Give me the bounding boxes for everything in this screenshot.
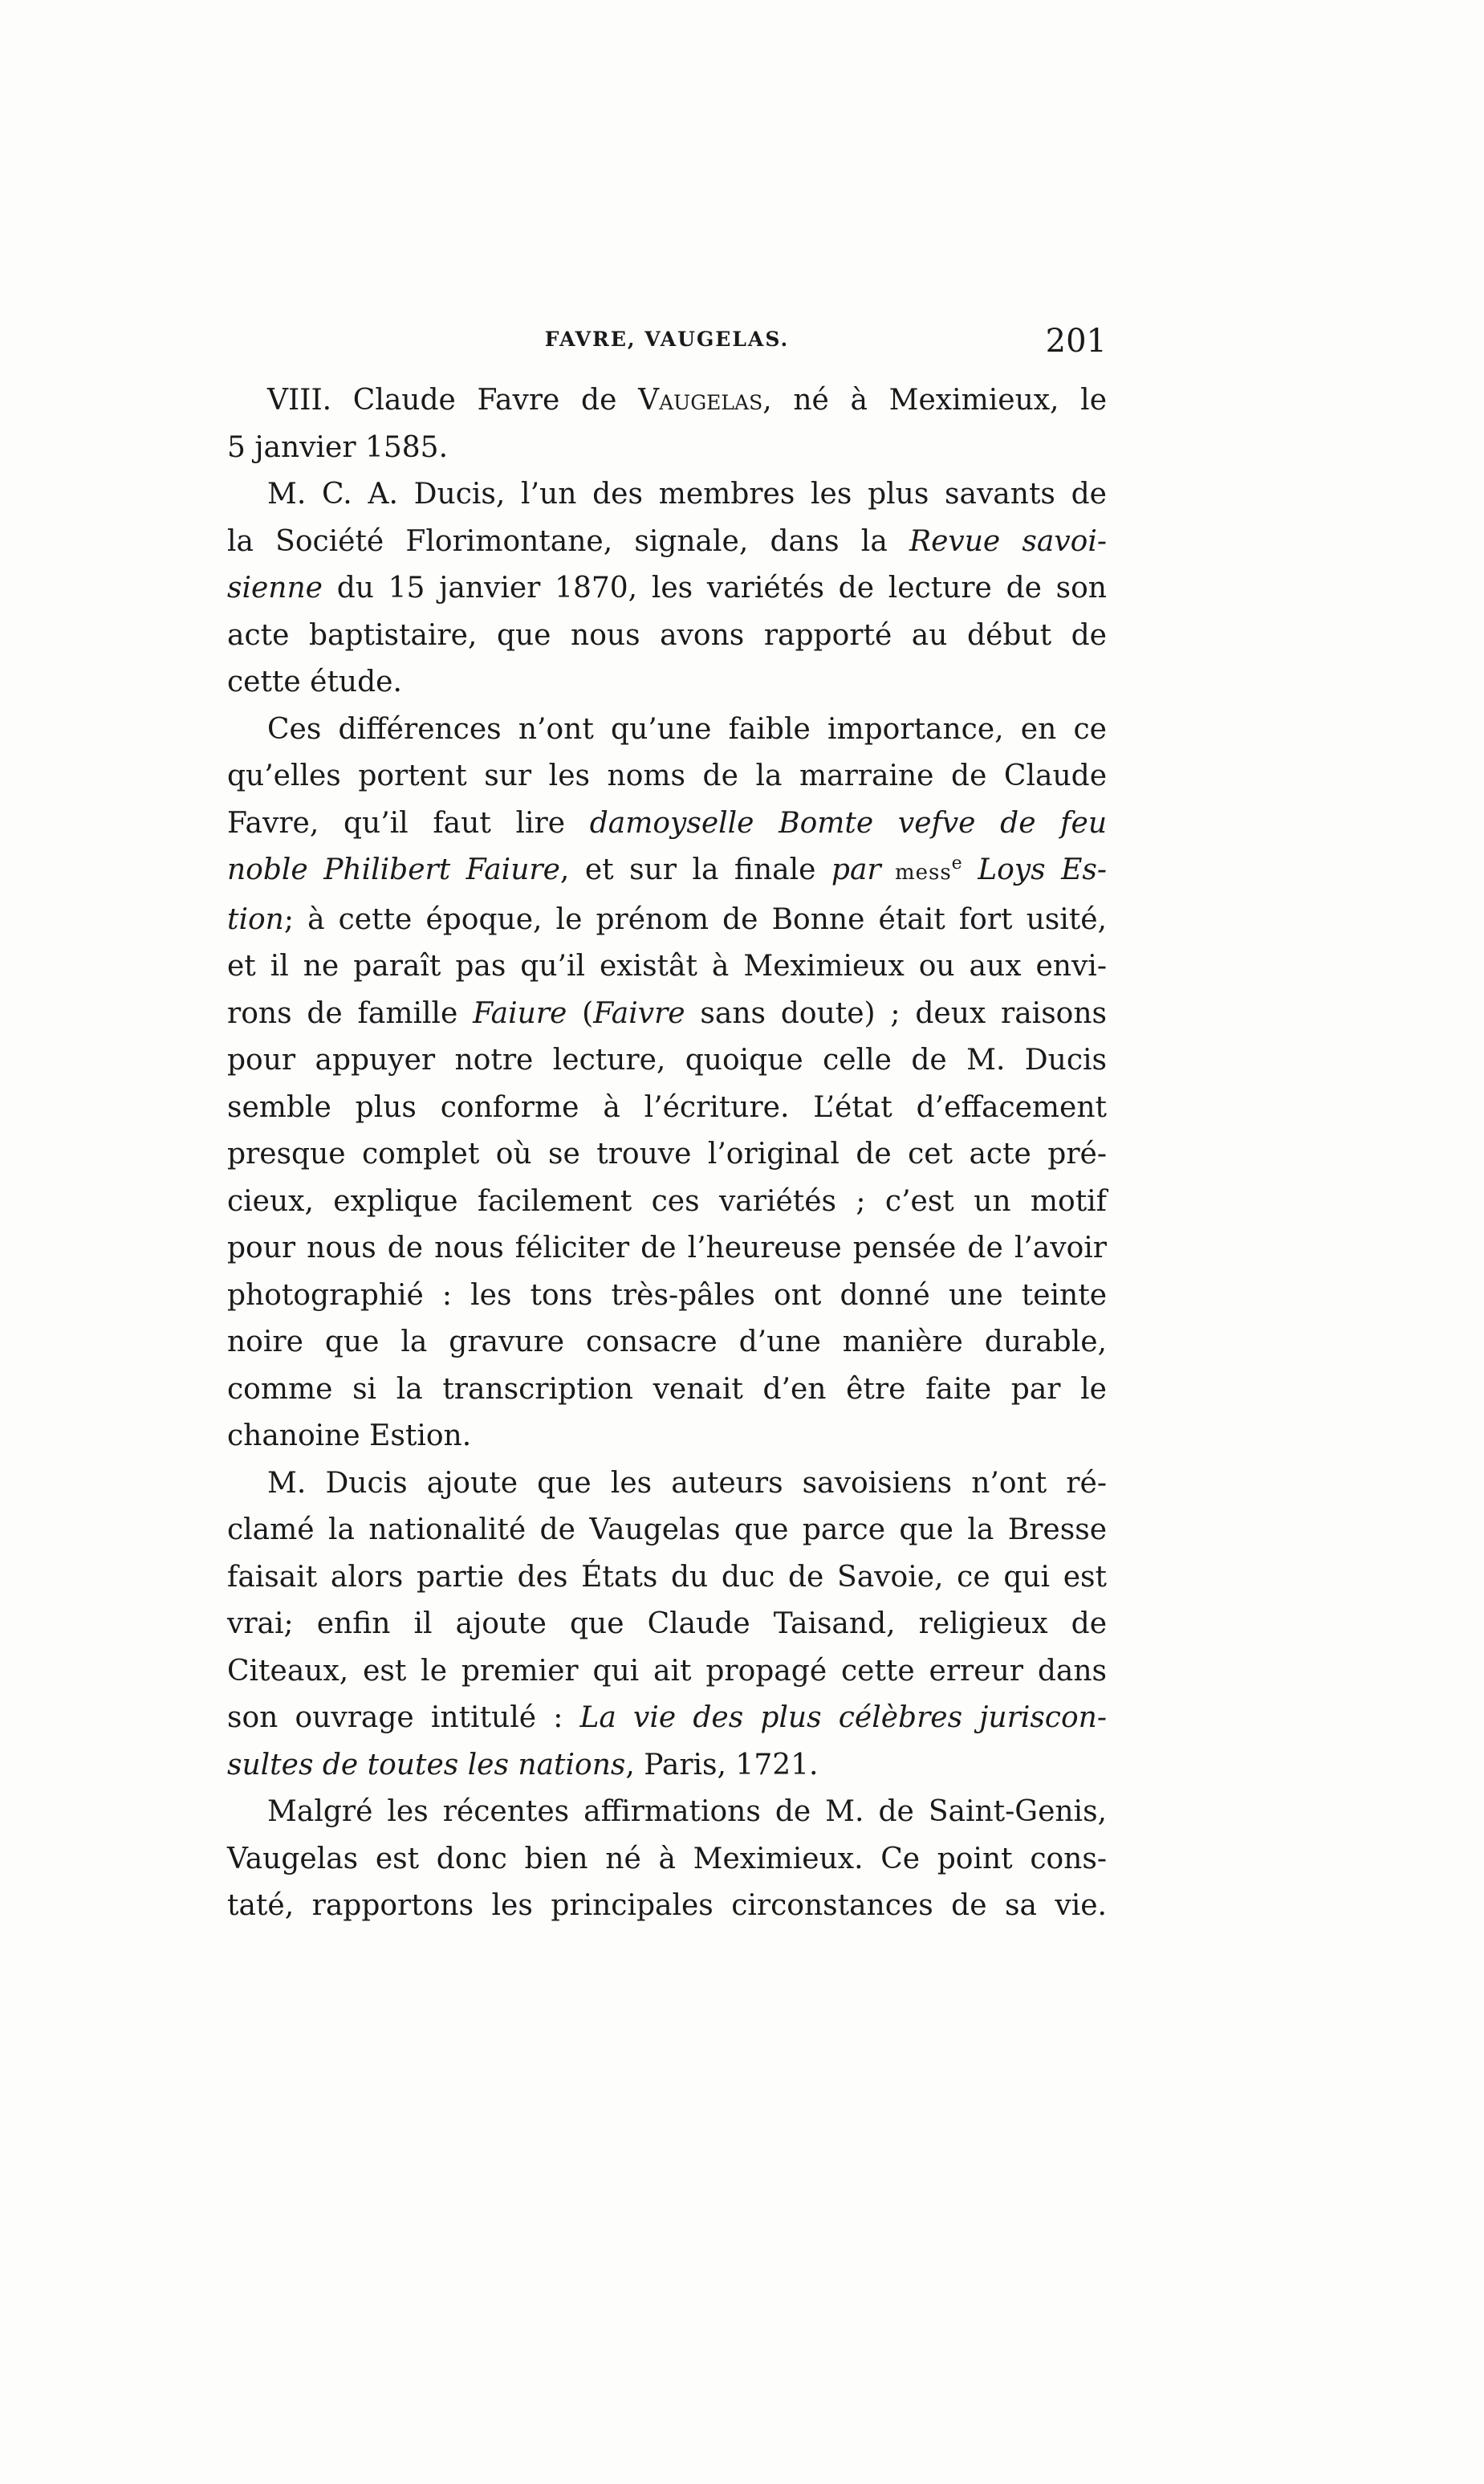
italic-title: sienne — [227, 572, 323, 605]
text-line: et il ne paraît pas qu’il existât à Meximieux ou aux envi- — [227, 950, 1107, 983]
paragraph-2 — [227, 471, 1107, 707]
text-line: acte baptistaire, que nous avons rapporté au début de — [227, 618, 1107, 652]
italic-quote: par — [831, 853, 881, 886]
text-line: faisait alors partie des États du duc de Savoie, ce qui est — [227, 1560, 1107, 1594]
text-line: pour nous de nous féliciter de l’heureuse pensée de l’avoir — [227, 1232, 1107, 1264]
text-line: photographié : les tons très-pâles ont donné une teinte — [227, 1278, 1107, 1312]
paragraph-3 — [227, 707, 1107, 1460]
text-span: Favre, qu’il faut lire — [227, 806, 590, 840]
text-span: rons de famille — [227, 996, 474, 1030]
text-line: pour appuyer notre lecture, quoique celle de M. Ducis — [227, 1044, 1107, 1077]
text-line: Vaugelas est donc bien né à Meximieux. Ce point cons- — [227, 1842, 1107, 1875]
paragraph-1 — [227, 377, 1107, 471]
text-span: la Société Florimontane, signale, dans la — [227, 524, 909, 558]
text-span: son ouvrage intitulé : — [227, 1701, 580, 1734]
page-header — [227, 323, 1107, 363]
text-line: 5 janvier 1585. — [227, 430, 449, 464]
author-name: Vaugelas — [638, 384, 763, 417]
text-span: , et sur la finale — [559, 853, 831, 886]
text-line — [227, 800, 1107, 848]
paragraph-4 — [227, 1460, 1107, 1790]
small-caps-abbrev: mess — [880, 861, 952, 885]
text-line — [227, 1695, 1107, 1742]
text-span: ( — [567, 996, 594, 1030]
italic-quote: tion — [227, 902, 284, 936]
text-line — [227, 377, 1107, 425]
text-span: du 15 janvier 1870, les variétés de lecture de son — [322, 572, 1107, 605]
text-line — [227, 897, 1107, 944]
text-span: sans doute) ; deux raisons — [685, 996, 1107, 1030]
text-span: VIII. Claude Favre de — [267, 384, 639, 417]
running-title: FAVRE, VAUGELAS. — [544, 328, 790, 351]
text-line: vrai; enfin il ajoute que Claude Taisand, religieux de — [227, 1607, 1107, 1640]
italic-quote: noble Philibert Faiure — [227, 853, 560, 886]
text-line: chanoine Estion. — [227, 1419, 472, 1452]
italic-quote: Faiure — [473, 996, 567, 1030]
text-line — [227, 991, 1107, 1038]
italic-title: sultes de toutes les nations — [227, 1748, 626, 1782]
italic-quote: Faivre — [593, 996, 685, 1030]
text-span: ; à cette époque, le prénom de Bonne était fort usité, — [283, 902, 1107, 936]
text-line: M. Ducis ajoute que les auteurs savoisiens n’ont ré- — [267, 1466, 1107, 1500]
text-span: , né à Meximieux, le — [762, 384, 1107, 417]
text-line — [227, 1742, 1107, 1790]
text-span: , Paris, 1721. — [625, 1748, 819, 1782]
italic-title: Revue savoi- — [909, 524, 1108, 558]
page-number: 201 — [1045, 323, 1107, 360]
text-line: cette étude. — [227, 666, 402, 698]
body-text — [227, 377, 1107, 1930]
italic-quote: damoyselle Bomte vefve de feu — [589, 806, 1107, 840]
italic-title: La vie des plus célèbres juriscon- — [579, 1701, 1107, 1734]
text-line: Citeaux, est le premier qui ait propagé cette erreur dans — [227, 1654, 1107, 1688]
text-line: presque complet où se trouve l’original de cet acte pré- — [227, 1138, 1107, 1171]
text-line: noire que la gravure consacre d’une manière durable, — [227, 1325, 1107, 1358]
paragraph-5 — [227, 1789, 1107, 1930]
superscript: e — [951, 853, 962, 873]
italic-quote: Loys Es- — [962, 853, 1107, 886]
text-line: comme si la transcription venait d’en être faite par le — [227, 1372, 1107, 1406]
text-line: M. C. A. Ducis, l’un des membres les plus savants de — [267, 478, 1107, 511]
text-line — [227, 565, 1107, 613]
text-line: Malgré les récentes affirmations de M. de Saint-Genis, — [267, 1795, 1107, 1828]
text-line: cieux, explique facilement ces variétés ; c’est un motif — [227, 1184, 1107, 1218]
text-line: clamé la nationalité de Vaugelas que parce que la Bresse — [227, 1513, 1107, 1546]
text-line — [227, 847, 1107, 897]
text-line: taté, rapportons les principales circonstances de sa vie. — [227, 1889, 1107, 1922]
text-line: semble plus conforme à l’écriture. L’état d’effacement — [227, 1090, 1107, 1124]
text-line — [227, 519, 1107, 566]
text-line: qu’elles portent sur les noms de la marraine de Claude — [227, 759, 1107, 792]
text-line: Ces différences n’ont qu’une faible importance, en ce — [267, 712, 1107, 746]
